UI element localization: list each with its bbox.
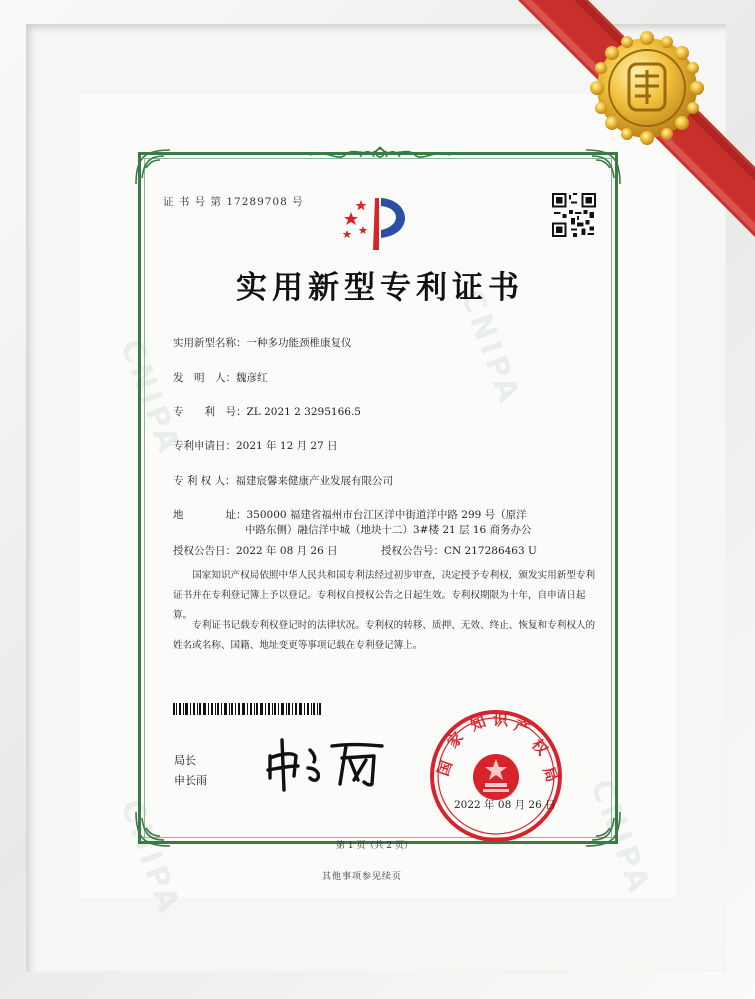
statement-paragraph-1: 国家知识产权局依照中华人民共和国专利法经过初步审查，决定授予专利权，颁发实用新型专利证书并在专利登记簿上予以登记。专利权自授权公告之日起生效。专利权期限为十年，自申请日起算。 [173, 570, 596, 621]
statement-paragraph-2: 专利证书记载专利权登记时的法律状况。专利权的转移、质押、无效、终止、恢复和专利权人的姓名或名称、国籍、地址变更等事项记载在专利登记簿上。 [173, 620, 596, 651]
barcode-icon [173, 703, 321, 715]
grant-no-label: 授权公告号： [380, 545, 444, 557]
address-line-1: 350000 福建省福州市台江区洋中街道洋中路 299 号（原洋 [246, 509, 527, 521]
utility-name-row [173, 335, 352, 350]
gold-medal-icon [589, 30, 705, 146]
filing-date-label: 专利申请日： [173, 440, 236, 452]
inventor-row [173, 370, 268, 385]
address-row [173, 507, 527, 522]
svg-text:产: 产 [511, 716, 533, 739]
svg-text:局: 局 [539, 764, 562, 785]
address-label: 地 址： [173, 509, 247, 521]
director-title: 局长 [174, 754, 196, 767]
watermark-text: CNIPA [583, 774, 658, 901]
grant-no-value: CN 217286463 U [443, 545, 537, 557]
certificate-number: 证 书 号 第 17289708 号 [163, 196, 304, 208]
grant-date-label: 授权公告日： [173, 545, 236, 557]
seal-date: 2022 年 08 月 26 日 [454, 799, 556, 811]
top-ornament-icon [300, 143, 460, 165]
patentee-value: 福建宸馨来健康产业发展有限公司 [235, 475, 394, 487]
watermark-text: CNIPA [453, 284, 528, 411]
filing-date-row [173, 438, 338, 453]
svg-text:国: 国 [433, 758, 456, 779]
watermark-text: CNIPA [113, 334, 188, 461]
certificate-title: 实用新型专利证书 [236, 270, 524, 306]
svg-text:权: 权 [528, 735, 552, 759]
cnipa-logo-icon [339, 190, 423, 252]
svg-text:识: 识 [493, 711, 509, 729]
inventor-value: 魏彦红 [236, 372, 268, 384]
utility-name-label: 实用新型名称： [173, 337, 247, 349]
corner-ornament-icon [134, 148, 172, 186]
director-signature-icon [262, 734, 392, 792]
page-number: 第 1 页（共 2 页） [336, 841, 413, 851]
watermark-text: CNIPA [113, 794, 188, 921]
svg-text:知: 知 [467, 712, 489, 735]
svg-text:家: 家 [443, 728, 468, 752]
footer-note: 其他事项参见续页 [322, 872, 403, 882]
patentee-row [173, 473, 393, 488]
patent-no-row [173, 404, 361, 419]
grant-date-value: 2022 年 08 月 26 日 [236, 545, 338, 557]
grant-row [173, 543, 537, 558]
official-seal-icon [427, 707, 565, 845]
patent-no-value: ZL 2021 2 3295166.5 [246, 406, 361, 418]
filing-date-value: 2021 年 12 月 27 日 [236, 440, 338, 452]
address-line-2: 中路东侧）融信洋中城（地块十二）3#楼 21 层 16 商务办公 [245, 524, 532, 536]
utility-name-value: 一种多功能颈椎康复仪 [246, 337, 352, 349]
patentee-label: 专 利 权 人： [173, 475, 236, 487]
patent-no-label: 专 利 号： [173, 406, 247, 418]
corner-ornament-icon [134, 810, 172, 848]
director-name: 申长雨 [174, 774, 207, 787]
corner-ornament-icon [584, 810, 622, 848]
inventor-label: 发 明 人： [173, 372, 236, 384]
